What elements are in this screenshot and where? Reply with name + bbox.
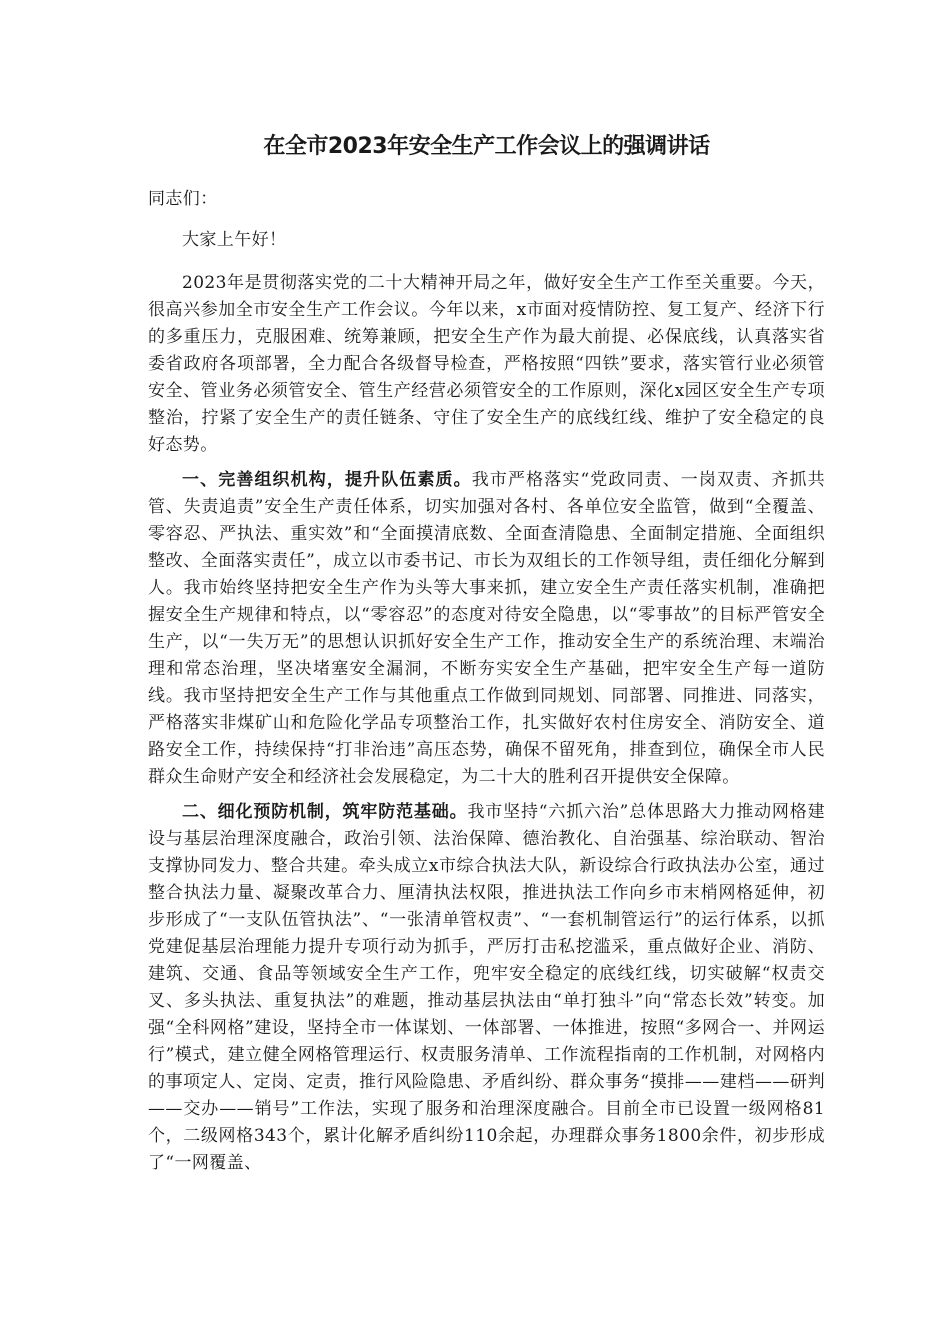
section-2-body: 我市坚持“六抓六治”总体思路大力推动网格建设与基层治理深度融合，政治引领、法治保障、德治教化、自治强基、综治联动、智治支撑协同发力、整合共建。牵头成立x市综合执法大队，新设综合行政执法办公室，通过整合执法力量、凝聚改革合力、厘清执法权限，推进执法工作向乡市末梢网格延伸，初步形成了“一支队伍管执法”、“一张清单管权责”、“一套机制管运行”的运行体系，以抓党建促基层治理能力提升专项行动为抓手，严厉打击私挖滥采，重点做好企业、消防、建筑、交通、食品等领域安全生产工作，兜牢安全稳定的底线红线，切实破解“权责交叉、多头执法、重复执法”的难题，推动基层执法由“单打独斗”向“常态长效”转变。加强“全科网格”建设，坚持全市一体谋划、一体部署、一体推进，按照“多网合一、并网运行”模式，建立健全网格管理运行、权责服务清单、工作流程指南的工作机制，对网格内的事项定人、定岗、定责，推行风险隐患、矛盾纠纷、群众事务“摸排——建档——研判——交办——销号”工作法，实现了服务和治理深度融合。目前全市已设置一级网格81个，二级网格343个，累计化解矛盾纠纷110余起，办理群众事务1800余件，初步形成了“一网覆盖、 bbox=[148, 802, 826, 1173]
section-1-paragraph bbox=[148, 467, 825, 791]
intro-paragraph: 2023年是贯彻落实党的二十大精神开局之年，做好安全生产工作至关重要。今天，很高兴参加全市安全生产工作会议。今年以来，x市面对疫情防控、复工复产、经济下行的多重压力，克服困难、统筹兼顾，把安全生产作为最大前提、必保底线，认真落实省委省政府各项部署，全力配合各级督导检查，严格按照“四铁”要求，落实管行业必须管安全、管业务必须管安全、管生产经营必须管安全的工作原则，深化x园区安全生产专项整治，拧紧了安全生产的责任链条、守住了安全生产的底线红线、维护了安全稳定的良好态势。 bbox=[148, 273, 825, 455]
section-1-body: 我市严格落实“党政同责、一岗双责、齐抓共管、失责追责”安全生产责任体系，切实加强对各村、各单位安全监管，做到“全覆盖、零容忍、严执法、重实效”和“全面摸清底数、全面查清隐患、全面制定措施、全面组织整改、全面落实责任”，成立以市委书记、市长为双组长的工作领导组，责任细化分解到人。我市始终坚持把安全生产作为头等大事来抓，建立安全生产责任落实机制，准确把握安全生产规律和特点，以“零容忍”的态度对待安全隐患，以“零事故”的目标严管安全生产，以“一失万无”的思想认识抓好安全生产工作，推动安全生产的系统治理、末端治理和常态治理，坚决堵塞安全漏洞，不断夯实安全生产基础，把牢安全生产每一道防线。我市坚持把安全生产工作与其他重点工作做到同规划、同部署、同推进、同落实，严格落实非煤矿山和危险化学品专项整治工作，扎实做好农村住房安全、消防安全、道路安全工作，持续保持“打非治违”高压态势，确保不留死角，排查到位，确保全市人民群众生命财产安全和经济社会发展稳定，为二十大的胜利召开提供安全保障。 bbox=[148, 470, 825, 787]
section-2-heading: 二、细化预防机制，筑牢防范基础。 bbox=[182, 802, 468, 822]
greeting: 大家上午好！ bbox=[182, 230, 287, 250]
section-1-heading: 一、完善组织机构，提升队伍素质。 bbox=[182, 470, 472, 490]
document-title: 在全市2023年安全生产工作会议上的强调讲话 bbox=[263, 134, 710, 159]
salutation: 同志们： bbox=[148, 189, 218, 209]
section-2-paragraph bbox=[148, 799, 825, 1177]
document-content bbox=[148, 132, 825, 1185]
